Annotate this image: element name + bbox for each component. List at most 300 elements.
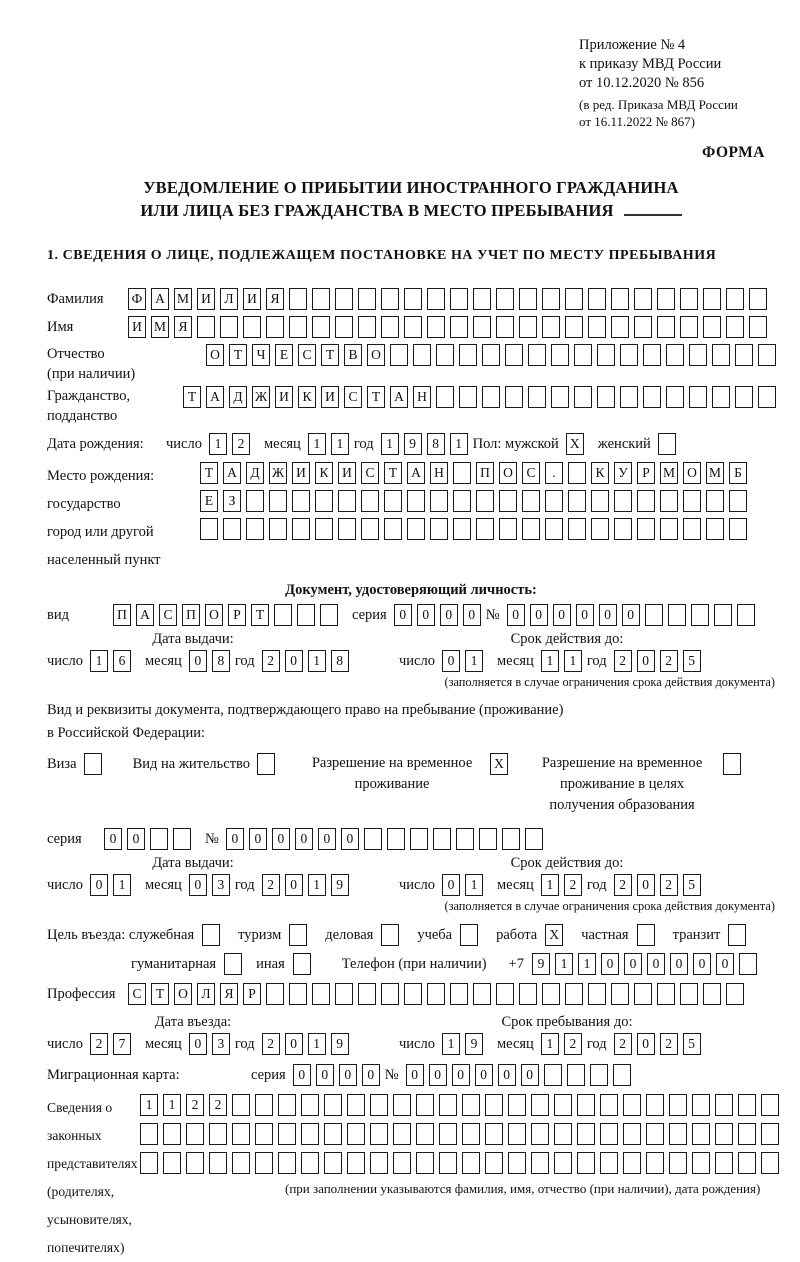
reps_row1-cell[interactable] bbox=[462, 1094, 480, 1116]
reps_row1-cell[interactable] bbox=[531, 1094, 549, 1116]
patronymic-cell[interactable] bbox=[482, 344, 500, 366]
birth_place_row1-cell[interactable]: Б bbox=[729, 462, 747, 484]
reps_row2-cell[interactable] bbox=[370, 1123, 388, 1145]
permit_valid_year-cell[interactable]: 2 bbox=[660, 874, 678, 896]
reps_row1-cell[interactable] bbox=[347, 1094, 365, 1116]
citizenship-cell[interactable] bbox=[436, 386, 454, 408]
given_name-cell[interactable]: И bbox=[128, 316, 146, 338]
birth_place_row1-cell[interactable]: . bbox=[545, 462, 563, 484]
id_kind-cell[interactable] bbox=[297, 604, 315, 626]
id_kind-cell[interactable]: А bbox=[136, 604, 154, 626]
permit_issue_year-cell[interactable]: 0 bbox=[285, 874, 303, 896]
reps_row1-cell[interactable] bbox=[370, 1094, 388, 1116]
citizenship-cell[interactable] bbox=[459, 386, 477, 408]
permit_valid_year-cell[interactable]: 5 bbox=[683, 874, 701, 896]
reps_row1-cell[interactable] bbox=[669, 1094, 687, 1116]
reps_row2-cell[interactable] bbox=[393, 1123, 411, 1145]
reps_row3-cell[interactable] bbox=[600, 1152, 618, 1174]
patronymic-cell[interactable] bbox=[551, 344, 569, 366]
permit_number-cell[interactable]: 0 bbox=[295, 828, 313, 850]
reps_row2-cell[interactable] bbox=[692, 1123, 710, 1145]
id_issue_day-cell[interactable]: 1 bbox=[90, 650, 108, 672]
birth_month-cell[interactable]: 1 bbox=[331, 433, 349, 455]
permit_issue_month-cell[interactable]: 0 bbox=[189, 874, 207, 896]
id_kind-cell[interactable] bbox=[320, 604, 338, 626]
cb_transit-cell[interactable] bbox=[728, 924, 746, 946]
phone-cell[interactable]: 1 bbox=[555, 953, 573, 975]
birth_place_row3-cell[interactable] bbox=[522, 518, 540, 540]
reps_row2-cell[interactable] bbox=[209, 1123, 227, 1145]
birth_place_row3-cell[interactable] bbox=[499, 518, 517, 540]
cb_business-cell[interactable] bbox=[381, 924, 399, 946]
surname-cell[interactable]: И bbox=[243, 288, 261, 310]
surname-cell[interactable] bbox=[473, 288, 491, 310]
permit_number-cell[interactable]: 0 bbox=[272, 828, 290, 850]
reps_row1-cell[interactable] bbox=[278, 1094, 296, 1116]
citizenship-cell[interactable]: Т bbox=[183, 386, 201, 408]
surname-cell[interactable]: Я bbox=[266, 288, 284, 310]
birth_place_row3-cell[interactable] bbox=[361, 518, 379, 540]
birth_place_row3-cell[interactable] bbox=[545, 518, 563, 540]
reps_row1-cell[interactable] bbox=[232, 1094, 250, 1116]
id_series-cell[interactable]: 0 bbox=[417, 604, 435, 626]
reps_row3-cell[interactable] bbox=[209, 1152, 227, 1174]
id_series-cell[interactable]: 0 bbox=[440, 604, 458, 626]
surname-cell[interactable] bbox=[335, 288, 353, 310]
phone-cell[interactable]: 0 bbox=[624, 953, 642, 975]
reps_row2-cell[interactable] bbox=[186, 1123, 204, 1145]
cb_private-cell[interactable] bbox=[637, 924, 655, 946]
reps_row1-cell[interactable] bbox=[761, 1094, 779, 1116]
id_series-cell[interactable]: 0 bbox=[463, 604, 481, 626]
profession-cell[interactable]: Р bbox=[243, 983, 261, 1005]
surname-cell[interactable] bbox=[381, 288, 399, 310]
permit_issue_day-cell[interactable]: 1 bbox=[113, 874, 131, 896]
mig_number-cell[interactable]: 0 bbox=[452, 1064, 470, 1086]
citizenship-cell[interactable] bbox=[597, 386, 615, 408]
birth_place_row2-cell[interactable] bbox=[591, 490, 609, 512]
given_name-cell[interactable] bbox=[220, 316, 238, 338]
patronymic-cell[interactable] bbox=[689, 344, 707, 366]
mig_number-cell[interactable]: 0 bbox=[429, 1064, 447, 1086]
patronymic-cell[interactable] bbox=[712, 344, 730, 366]
birth_place_row1-cell[interactable]: Т bbox=[200, 462, 218, 484]
sex_male-cell[interactable]: X bbox=[566, 433, 584, 455]
given_name-cell[interactable] bbox=[197, 316, 215, 338]
given_name-cell[interactable] bbox=[473, 316, 491, 338]
id_number-cell[interactable] bbox=[645, 604, 663, 626]
permit_issue_year-cell[interactable]: 9 bbox=[331, 874, 349, 896]
id_kind-cell[interactable]: Т bbox=[251, 604, 269, 626]
id_kind-cell[interactable]: С bbox=[159, 604, 177, 626]
profession-cell[interactable] bbox=[703, 983, 721, 1005]
birth_place_row1-cell[interactable]: П bbox=[476, 462, 494, 484]
given_name-cell[interactable] bbox=[680, 316, 698, 338]
birth_day-cell[interactable]: 2 bbox=[232, 433, 250, 455]
reps_row1-cell[interactable]: 2 bbox=[186, 1094, 204, 1116]
profession-cell[interactable] bbox=[565, 983, 583, 1005]
reps_row2-cell[interactable] bbox=[324, 1123, 342, 1145]
birth_place_row3-cell[interactable] bbox=[591, 518, 609, 540]
id_issue_year-cell[interactable]: 2 bbox=[262, 650, 280, 672]
id_kind-cell[interactable] bbox=[274, 604, 292, 626]
given_name-cell[interactable] bbox=[542, 316, 560, 338]
reps_row3-cell[interactable] bbox=[232, 1152, 250, 1174]
patronymic-cell[interactable]: О bbox=[367, 344, 385, 366]
birth_place_row2-cell[interactable] bbox=[292, 490, 310, 512]
surname-cell[interactable] bbox=[404, 288, 422, 310]
reps_row3-cell[interactable] bbox=[531, 1152, 549, 1174]
patronymic-cell[interactable] bbox=[758, 344, 776, 366]
birth_place_row1-cell[interactable]: А bbox=[407, 462, 425, 484]
surname-cell[interactable]: М bbox=[174, 288, 192, 310]
given_name-cell[interactable] bbox=[749, 316, 767, 338]
cb_temp_residence-cell[interactable]: X bbox=[490, 753, 508, 775]
profession-cell[interactable] bbox=[634, 983, 652, 1005]
permit_number-cell[interactable]: 0 bbox=[226, 828, 244, 850]
birth_place_row1-cell[interactable]: Р bbox=[637, 462, 655, 484]
citizenship-cell[interactable]: К bbox=[298, 386, 316, 408]
permit_issue_month-cell[interactable]: 3 bbox=[212, 874, 230, 896]
patronymic-cell[interactable] bbox=[574, 344, 592, 366]
patronymic-cell[interactable] bbox=[735, 344, 753, 366]
reps_row3-cell[interactable] bbox=[324, 1152, 342, 1174]
profession-cell[interactable] bbox=[542, 983, 560, 1005]
reps_row3-cell[interactable] bbox=[163, 1152, 181, 1174]
surname-cell[interactable] bbox=[680, 288, 698, 310]
birth_place_row3-cell[interactable] bbox=[660, 518, 678, 540]
birth_place_row3-cell[interactable] bbox=[706, 518, 724, 540]
surname-cell[interactable] bbox=[519, 288, 537, 310]
reps_row2-cell[interactable] bbox=[761, 1123, 779, 1145]
birth_place_row3-cell[interactable] bbox=[683, 518, 701, 540]
cb_official-cell[interactable] bbox=[202, 924, 220, 946]
citizenship-cell[interactable] bbox=[528, 386, 546, 408]
given_name-cell[interactable] bbox=[703, 316, 721, 338]
reps_row1-cell[interactable] bbox=[646, 1094, 664, 1116]
given_name-cell[interactable] bbox=[588, 316, 606, 338]
stay_year-cell[interactable]: 0 bbox=[637, 1033, 655, 1055]
mig_series-cell[interactable]: 0 bbox=[339, 1064, 357, 1086]
surname-cell[interactable]: Л bbox=[220, 288, 238, 310]
given_name-cell[interactable]: М bbox=[151, 316, 169, 338]
stay_year-cell[interactable]: 2 bbox=[614, 1033, 632, 1055]
birth_place_row2-cell[interactable] bbox=[706, 490, 724, 512]
cb_tourism-cell[interactable] bbox=[289, 924, 307, 946]
birth_place_row1-cell[interactable]: С bbox=[361, 462, 379, 484]
phone-cell[interactable]: 0 bbox=[601, 953, 619, 975]
id_kind-cell[interactable]: О bbox=[205, 604, 223, 626]
profession-cell[interactable] bbox=[427, 983, 445, 1005]
birth_place_row1-cell[interactable]: О bbox=[499, 462, 517, 484]
profession-cell[interactable] bbox=[450, 983, 468, 1005]
birth_place_row2-cell[interactable] bbox=[545, 490, 563, 512]
birth_place_row1-cell[interactable]: Н bbox=[430, 462, 448, 484]
reps_row3-cell[interactable] bbox=[255, 1152, 273, 1174]
citizenship-cell[interactable] bbox=[482, 386, 500, 408]
id_number-cell[interactable] bbox=[737, 604, 755, 626]
permit_issue_year-cell[interactable]: 1 bbox=[308, 874, 326, 896]
reps_row3-cell[interactable] bbox=[393, 1152, 411, 1174]
reps_row2-cell[interactable] bbox=[278, 1123, 296, 1145]
permit_number-cell[interactable] bbox=[525, 828, 543, 850]
given_name-cell[interactable] bbox=[427, 316, 445, 338]
birth_place_row2-cell[interactable] bbox=[568, 490, 586, 512]
surname-cell[interactable] bbox=[749, 288, 767, 310]
birth_place_row2-cell[interactable] bbox=[315, 490, 333, 512]
id_valid_year-cell[interactable]: 2 bbox=[660, 650, 678, 672]
profession-cell[interactable] bbox=[657, 983, 675, 1005]
birth_place_row1-cell[interactable]: Ж bbox=[269, 462, 287, 484]
phone-cell[interactable]: 0 bbox=[670, 953, 688, 975]
profession-cell[interactable] bbox=[312, 983, 330, 1005]
mig_series-cell[interactable]: 0 bbox=[293, 1064, 311, 1086]
stay_month-cell[interactable]: 2 bbox=[564, 1033, 582, 1055]
id_number-cell[interactable] bbox=[668, 604, 686, 626]
birth_place_row3-cell[interactable] bbox=[384, 518, 402, 540]
profession-cell[interactable] bbox=[381, 983, 399, 1005]
profession-cell[interactable] bbox=[588, 983, 606, 1005]
given_name-cell[interactable] bbox=[450, 316, 468, 338]
surname-cell[interactable] bbox=[634, 288, 652, 310]
birth_place_row2-cell[interactable] bbox=[361, 490, 379, 512]
reps_row2-cell[interactable] bbox=[554, 1123, 572, 1145]
patronymic-cell[interactable]: С bbox=[298, 344, 316, 366]
reps_row2-cell[interactable] bbox=[715, 1123, 733, 1145]
citizenship-cell[interactable]: А bbox=[390, 386, 408, 408]
permit_number-cell[interactable] bbox=[502, 828, 520, 850]
entry_year-cell[interactable]: 1 bbox=[308, 1033, 326, 1055]
id_number-cell[interactable]: 0 bbox=[553, 604, 571, 626]
entry_month-cell[interactable]: 3 bbox=[212, 1033, 230, 1055]
citizenship-cell[interactable] bbox=[689, 386, 707, 408]
surname-cell[interactable] bbox=[312, 288, 330, 310]
permit_number-cell[interactable] bbox=[387, 828, 405, 850]
birth_place_row1-cell[interactable]: О bbox=[683, 462, 701, 484]
mig_number-cell[interactable]: 0 bbox=[475, 1064, 493, 1086]
permit_number-cell[interactable]: 0 bbox=[341, 828, 359, 850]
reps_row1-cell[interactable] bbox=[554, 1094, 572, 1116]
citizenship-cell[interactable] bbox=[735, 386, 753, 408]
birth_place_row3-cell[interactable] bbox=[568, 518, 586, 540]
birth_place_row1-cell[interactable]: И bbox=[292, 462, 310, 484]
patronymic-cell[interactable]: Ч bbox=[252, 344, 270, 366]
patronymic-cell[interactable] bbox=[413, 344, 431, 366]
given_name-cell[interactable] bbox=[243, 316, 261, 338]
id_kind-cell[interactable]: П bbox=[182, 604, 200, 626]
id_valid_day-cell[interactable]: 0 bbox=[442, 650, 460, 672]
birth_place_row2-cell[interactable] bbox=[430, 490, 448, 512]
reps_row1-cell[interactable] bbox=[393, 1094, 411, 1116]
surname-cell[interactable]: Ф bbox=[128, 288, 146, 310]
reps_row2-cell[interactable] bbox=[140, 1123, 158, 1145]
permit_valid_month-cell[interactable]: 2 bbox=[564, 874, 582, 896]
surname-cell[interactable] bbox=[703, 288, 721, 310]
id_valid_year-cell[interactable]: 0 bbox=[637, 650, 655, 672]
profession-cell[interactable]: С bbox=[128, 983, 146, 1005]
surname-cell[interactable] bbox=[588, 288, 606, 310]
reps_row1-cell[interactable] bbox=[738, 1094, 756, 1116]
stay_year-cell[interactable]: 2 bbox=[660, 1033, 678, 1055]
given_name-cell[interactable]: Я bbox=[174, 316, 192, 338]
birth_place_row3-cell[interactable] bbox=[476, 518, 494, 540]
profession-cell[interactable] bbox=[726, 983, 744, 1005]
entry_day-cell[interactable]: 7 bbox=[113, 1033, 131, 1055]
permit_series-cell[interactable] bbox=[173, 828, 191, 850]
birth_place_row2-cell[interactable] bbox=[476, 490, 494, 512]
permit_valid_day-cell[interactable]: 0 bbox=[442, 874, 460, 896]
id_number-cell[interactable] bbox=[714, 604, 732, 626]
birth_place_row3-cell[interactable] bbox=[269, 518, 287, 540]
reps_row1-cell[interactable] bbox=[692, 1094, 710, 1116]
patronymic-cell[interactable] bbox=[597, 344, 615, 366]
citizenship-cell[interactable] bbox=[712, 386, 730, 408]
birth_place_row1-cell[interactable]: И bbox=[338, 462, 356, 484]
permit_issue_day-cell[interactable]: 0 bbox=[90, 874, 108, 896]
reps_row1-cell[interactable]: 1 bbox=[163, 1094, 181, 1116]
given_name-cell[interactable] bbox=[335, 316, 353, 338]
profession-cell[interactable] bbox=[335, 983, 353, 1005]
reps_row2-cell[interactable] bbox=[485, 1123, 503, 1145]
birth_place_row2-cell[interactable] bbox=[407, 490, 425, 512]
patronymic-cell[interactable] bbox=[505, 344, 523, 366]
birth_place_row1-cell[interactable]: К bbox=[315, 462, 333, 484]
surname-cell[interactable] bbox=[358, 288, 376, 310]
reps_row1-cell[interactable] bbox=[485, 1094, 503, 1116]
reps_row3-cell[interactable] bbox=[186, 1152, 204, 1174]
reps_row3-cell[interactable] bbox=[140, 1152, 158, 1174]
birth_place_row2-cell[interactable] bbox=[660, 490, 678, 512]
id_issue_year-cell[interactable]: 0 bbox=[285, 650, 303, 672]
profession-cell[interactable] bbox=[680, 983, 698, 1005]
permit_number-cell[interactable] bbox=[433, 828, 451, 850]
permit_valid_year-cell[interactable]: 2 bbox=[614, 874, 632, 896]
citizenship-cell[interactable] bbox=[643, 386, 661, 408]
patronymic-cell[interactable] bbox=[459, 344, 477, 366]
entry_year-cell[interactable]: 9 bbox=[331, 1033, 349, 1055]
id_number-cell[interactable]: 0 bbox=[576, 604, 594, 626]
phone-cell[interactable]: 0 bbox=[716, 953, 734, 975]
reps_row2-cell[interactable] bbox=[577, 1123, 595, 1145]
citizenship-cell[interactable] bbox=[574, 386, 592, 408]
cb_humanitarian-cell[interactable] bbox=[224, 953, 242, 975]
reps_row1-cell[interactable] bbox=[416, 1094, 434, 1116]
birth_place_row3-cell[interactable] bbox=[614, 518, 632, 540]
stay_year-cell[interactable]: 5 bbox=[683, 1033, 701, 1055]
entry_day-cell[interactable]: 2 bbox=[90, 1033, 108, 1055]
birth_place_row2-cell[interactable] bbox=[729, 490, 747, 512]
reps_row2-cell[interactable] bbox=[439, 1123, 457, 1145]
birth_place_row3-cell[interactable] bbox=[407, 518, 425, 540]
id_kind-cell[interactable]: Р bbox=[228, 604, 246, 626]
given_name-cell[interactable] bbox=[381, 316, 399, 338]
phone-cell[interactable]: 9 bbox=[532, 953, 550, 975]
given_name-cell[interactable] bbox=[634, 316, 652, 338]
reps_row3-cell[interactable] bbox=[508, 1152, 526, 1174]
patronymic-cell[interactable]: В bbox=[344, 344, 362, 366]
birth_place_row2-cell[interactable]: З bbox=[223, 490, 241, 512]
cb_work-cell[interactable]: X bbox=[545, 924, 563, 946]
reps_row1-cell[interactable]: 2 bbox=[209, 1094, 227, 1116]
given_name-cell[interactable] bbox=[266, 316, 284, 338]
permit_number-cell[interactable] bbox=[364, 828, 382, 850]
reps_row2-cell[interactable] bbox=[347, 1123, 365, 1145]
reps_row3-cell[interactable] bbox=[715, 1152, 733, 1174]
birth_place_row3-cell[interactable] bbox=[453, 518, 471, 540]
citizenship-cell[interactable]: Н bbox=[413, 386, 431, 408]
reps_row2-cell[interactable] bbox=[301, 1123, 319, 1145]
entry_year-cell[interactable]: 0 bbox=[285, 1033, 303, 1055]
permit_number-cell[interactable]: 0 bbox=[318, 828, 336, 850]
profession-cell[interactable] bbox=[473, 983, 491, 1005]
birth_place_row1-cell[interactable]: А bbox=[223, 462, 241, 484]
profession-cell[interactable] bbox=[519, 983, 537, 1005]
citizenship-cell[interactable]: Ж bbox=[252, 386, 270, 408]
given_name-cell[interactable] bbox=[496, 316, 514, 338]
birth_place_row3-cell[interactable] bbox=[200, 518, 218, 540]
mig_series-cell[interactable]: 0 bbox=[362, 1064, 380, 1086]
reps_row2-cell[interactable] bbox=[531, 1123, 549, 1145]
id_issue_month-cell[interactable]: 8 bbox=[212, 650, 230, 672]
patronymic-cell[interactable]: Т bbox=[321, 344, 339, 366]
birth_place_row2-cell[interactable] bbox=[453, 490, 471, 512]
id_issue_year-cell[interactable]: 1 bbox=[308, 650, 326, 672]
birth_year-cell[interactable]: 8 bbox=[427, 433, 445, 455]
reps_row3-cell[interactable] bbox=[577, 1152, 595, 1174]
given_name-cell[interactable] bbox=[611, 316, 629, 338]
permit_series-cell[interactable]: 0 bbox=[104, 828, 122, 850]
citizenship-cell[interactable]: С bbox=[344, 386, 362, 408]
reps_row3-cell[interactable] bbox=[554, 1152, 572, 1174]
id_number-cell[interactable]: 0 bbox=[622, 604, 640, 626]
permit_valid_day-cell[interactable]: 1 bbox=[465, 874, 483, 896]
reps_row1-cell[interactable] bbox=[301, 1094, 319, 1116]
citizenship-cell[interactable]: И bbox=[275, 386, 293, 408]
patronymic-cell[interactable] bbox=[620, 344, 638, 366]
surname-cell[interactable] bbox=[565, 288, 583, 310]
citizenship-cell[interactable]: И bbox=[321, 386, 339, 408]
id_number-cell[interactable]: 0 bbox=[530, 604, 548, 626]
reps_row1-cell[interactable] bbox=[623, 1094, 641, 1116]
id_valid_day-cell[interactable]: 1 bbox=[465, 650, 483, 672]
mig_number-cell[interactable]: 0 bbox=[521, 1064, 539, 1086]
patronymic-cell[interactable] bbox=[528, 344, 546, 366]
birth_place_row2-cell[interactable]: Е bbox=[200, 490, 218, 512]
given_name-cell[interactable] bbox=[565, 316, 583, 338]
permit_number-cell[interactable]: 0 bbox=[249, 828, 267, 850]
reps_row1-cell[interactable]: 1 bbox=[140, 1094, 158, 1116]
citizenship-cell[interactable] bbox=[666, 386, 684, 408]
birth_place_row3-cell[interactable] bbox=[338, 518, 356, 540]
mig_number-cell[interactable]: 0 bbox=[498, 1064, 516, 1086]
mig_number-cell[interactable] bbox=[544, 1064, 562, 1086]
birth_place_row2-cell[interactable] bbox=[269, 490, 287, 512]
birth_day-cell[interactable]: 1 bbox=[209, 433, 227, 455]
birth_place_row2-cell[interactable] bbox=[384, 490, 402, 512]
reps_row2-cell[interactable] bbox=[600, 1123, 618, 1145]
reps_row3-cell[interactable] bbox=[278, 1152, 296, 1174]
surname-cell[interactable] bbox=[657, 288, 675, 310]
patronymic-cell[interactable] bbox=[643, 344, 661, 366]
reps_row2-cell[interactable] bbox=[163, 1123, 181, 1145]
profession-cell[interactable] bbox=[266, 983, 284, 1005]
profession-cell[interactable] bbox=[358, 983, 376, 1005]
reps_row3-cell[interactable] bbox=[439, 1152, 457, 1174]
birth_place_row1-cell[interactable]: У bbox=[614, 462, 632, 484]
birth_place_row1-cell[interactable]: М bbox=[706, 462, 724, 484]
reps_row1-cell[interactable] bbox=[324, 1094, 342, 1116]
birth_place_row1-cell[interactable]: Д bbox=[246, 462, 264, 484]
